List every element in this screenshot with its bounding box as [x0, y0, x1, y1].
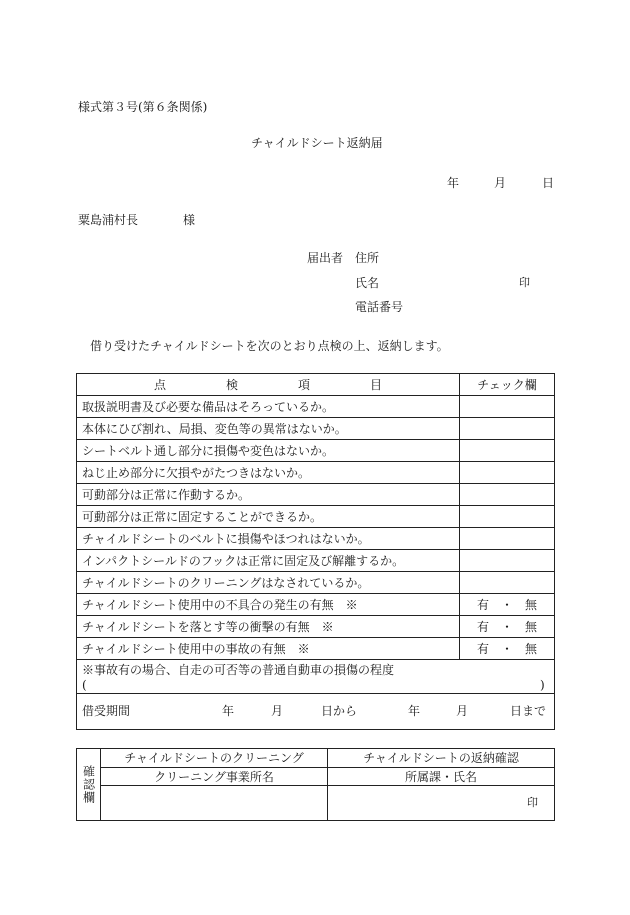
option-separator: ・ [500, 641, 513, 656]
from-month: 月 [271, 704, 284, 718]
form-number: 様式第３号(第６条関係) [78, 100, 208, 114]
confirmation-header-row [101, 749, 554, 768]
damage-note: ※事故有の場合、自走の可否等の普通自動車の損傷の程度 [82, 663, 395, 677]
inspection-item: チャイルドシートを落とす等の衝撃の有無 ※ [77, 616, 460, 637]
header-item: 点 検 項 目 [77, 374, 460, 395]
from-year: 年 [222, 704, 235, 718]
yes-option: 有 [476, 619, 489, 634]
paren-close: ) [540, 678, 545, 692]
check-cell [460, 418, 554, 439]
check-cell [460, 396, 554, 417]
table-row [77, 572, 554, 594]
yes-option: 有 [476, 641, 489, 656]
addressee-name: 粟島浦村長 [78, 213, 139, 227]
table-row [77, 594, 554, 616]
confirmation-seal: 印 [527, 796, 538, 809]
return-entry [328, 786, 554, 820]
inspection-item: チャイルドシートのベルトに損傷やほつれはないか。 [77, 528, 460, 549]
check-cell [460, 572, 554, 593]
inspection-item: ねじ止め部分に欠損やがたつきはないか。 [77, 462, 460, 483]
option-separator: ・ [500, 597, 513, 612]
inspection-item: チャイルドシート使用中の事故の有無 ※ [77, 638, 460, 659]
confirmation-entry-row [101, 786, 554, 820]
inspection-item: 可動部分は正常に作動するか。 [77, 484, 460, 505]
inspection-item: シートベルト通し部分に損傷や変色はないか。 [77, 440, 460, 461]
check-cell [460, 462, 554, 483]
from-day: 日から [321, 704, 358, 718]
applicant-label: 届出者 [307, 251, 344, 265]
to-day: 日まで [510, 704, 547, 718]
no-option: 無 [525, 641, 538, 656]
inspection-item: 可動部分は正常に固定することができるか。 [77, 506, 460, 527]
cleaning-sub: クリーニング事業所名 [101, 768, 328, 785]
loan-period-row [77, 694, 554, 729]
check-cell [460, 528, 554, 549]
to-year: 年 [408, 704, 421, 718]
inspection-item: チャイルドシート使用中の不具合の発生の有無 ※ [77, 594, 460, 615]
confirmation-sub-row [101, 768, 554, 786]
inspection-item: インパクトシールドのフックは正常に固定及び解離するか。 [77, 550, 460, 571]
check-cell [460, 616, 554, 637]
check-cell [460, 440, 554, 461]
date-year: 年 [447, 176, 460, 190]
confirmation-body [101, 749, 554, 820]
table-row [77, 550, 554, 572]
return-header: チャイルドシートの返納確認 [363, 751, 519, 765]
cleaning-entry [101, 786, 328, 820]
inspection-item: チャイルドシートのクリーニングはなされているか。 [77, 572, 460, 593]
table-row [77, 418, 554, 440]
addressee-honorific: 様 [183, 213, 196, 227]
applicant-seal: 印 [519, 276, 530, 289]
check-cell [460, 484, 554, 505]
phone-label: 電話番号 [355, 300, 404, 314]
confirmation-side [77, 749, 101, 820]
document-title: チャイルドシート返納届 [251, 136, 383, 150]
table-row [77, 440, 554, 462]
table-row [77, 484, 554, 506]
loan-period-label: 借受期間 [82, 704, 131, 718]
date-month: 月 [494, 176, 507, 190]
no-option: 無 [525, 597, 538, 612]
inspection-item: 本体にひび割れ、局損、変色等の異常はないか。 [77, 418, 460, 439]
inspection-item: 取扱説明書及び必要な備品はそろっているか。 [77, 396, 460, 417]
option-separator: ・ [500, 619, 513, 634]
check-cell [460, 506, 554, 527]
table-row [77, 528, 554, 550]
table-row [77, 506, 554, 528]
inspection-header-row [77, 374, 554, 396]
inspection-table [76, 373, 555, 730]
check-cell [460, 638, 554, 659]
to-month: 月 [456, 704, 469, 718]
no-option: 無 [525, 619, 538, 634]
return-sub: 所属課・氏名 [404, 769, 477, 784]
table-row [77, 396, 554, 418]
statement: 借り受けたチャイルドシートを次のとおり点検の上、返納します。 [90, 339, 449, 353]
table-row [77, 616, 554, 638]
date-day: 日 [542, 176, 555, 190]
table-row [77, 638, 554, 660]
check-cell [460, 550, 554, 571]
yes-option: 有 [476, 597, 489, 612]
header-check: チェック欄 [477, 377, 537, 392]
name-label: 氏名 [355, 276, 380, 290]
paren-open: ( [82, 678, 87, 692]
table-row [77, 462, 554, 484]
damage-row [77, 660, 554, 694]
confirmation-table [76, 748, 555, 821]
check-cell [460, 594, 554, 615]
confirmation-side-label: 確認欄 [81, 765, 96, 804]
cleaning-header: チャイルドシートのクリーニング [101, 749, 328, 767]
address-label: 住所 [355, 251, 380, 265]
